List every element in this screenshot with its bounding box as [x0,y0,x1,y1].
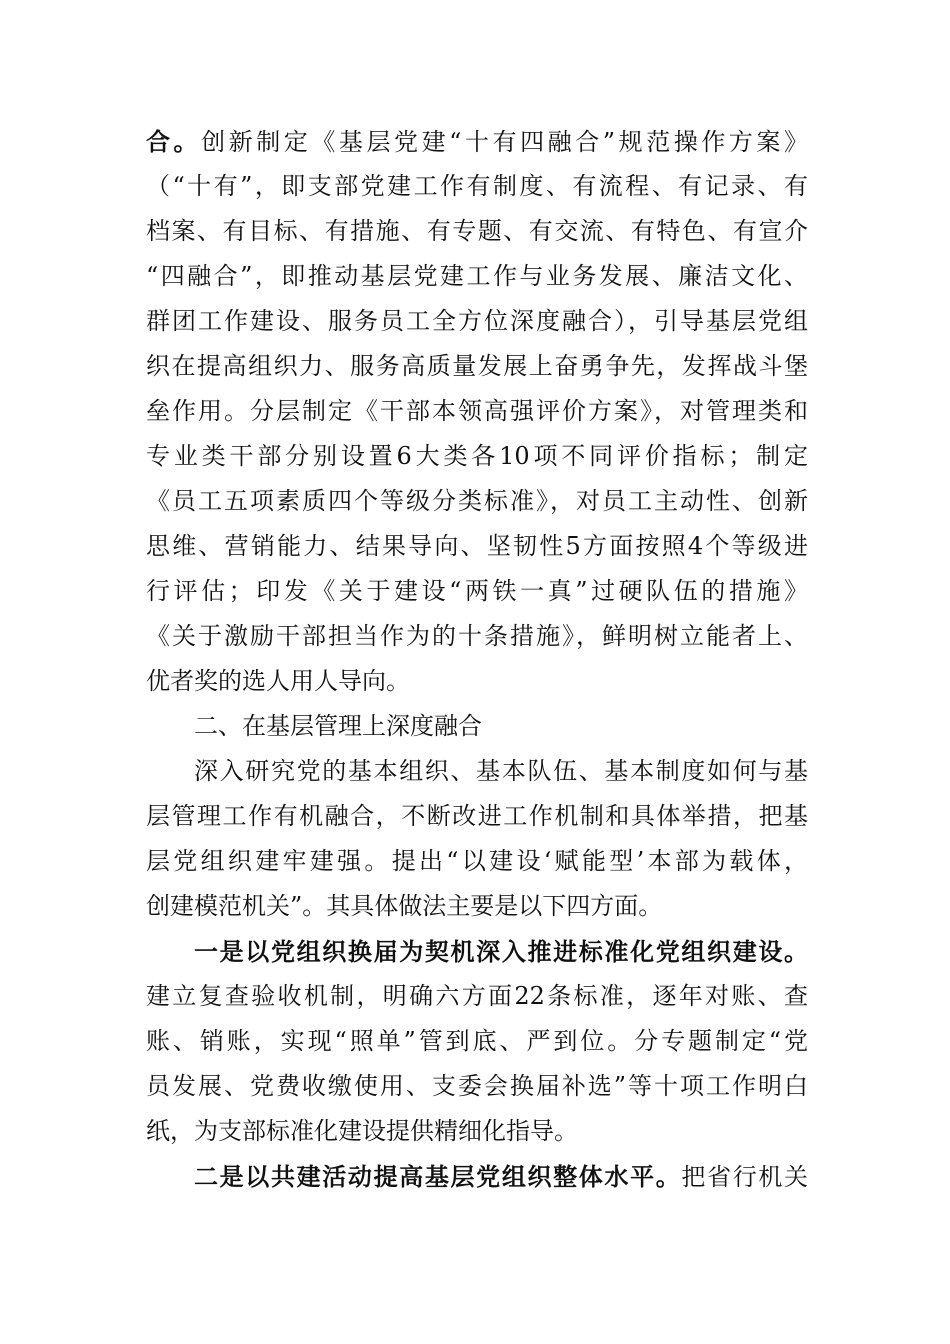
body-line: 《员工五项素质四个等级分类标准》，对员工主动性、创新 [146,487,808,515]
body-line [146,119,808,164]
line-text: 创新制定《基层党建“十有四融合”规范操作方案》 [201,128,808,156]
body-line: 思维、营销能力、结果导向、坚韧性5方面按照4个等级进 [146,532,808,560]
bold-lead: 二是以共建活动提高基层党组织整体水平。 [194,1162,682,1191]
body-line: 员发展、党费收缴使用、支委会换届补选”等十项工作明白 [146,1072,808,1100]
bold-lead: 合。 [146,127,202,156]
body-line: 层党组织建牢建强。提出“以建设‘赋能型’本部为载体， [146,847,808,875]
body-line: “四融合”，即推动基层党建工作与业务发展、廉洁文化、 [146,262,808,290]
body-line: 创建模范机关”。其具体做法主要是以下四方面。 [146,892,663,920]
body-line: 《关于激励干部担当作为的十条措施》，鲜明树立能者上、 [146,622,808,650]
body-line: 建立复查验收机制，明确六方面22条标准，逐年对账、查 [146,982,808,1010]
bold-subheading: 一是以党组织换届为契机深入推进标准化党组织建设。 [194,937,808,966]
body-line: 层管理工作有机融合，不断改进工作机制和具体举措，把基 [146,802,808,830]
body-line: 优者奖的选人用人导向。 [146,667,410,695]
body-line: 账、销账，实现“照单”管到底、严到位。分专题制定“党 [146,1027,808,1055]
body-line: 织在提高组织力、服务高质量发展上奋勇争先，发挥战斗堡 [146,352,808,380]
line-text: 把省行机关 [681,1163,808,1191]
body-line: 深入研究党的基本组织、基本队伍、基本制度如何与基 [194,757,808,785]
document-body [146,119,808,1199]
body-line: 专业类干部分别设置6大类各10项不同评价指标；制定 [146,442,808,470]
body-line: 行评估；印发《关于建设“两铁一真”过硬队伍的措施》 [146,577,808,605]
body-line: 纸，为支部标准化建设提供精细化指导。 [146,1117,578,1145]
body-line: （“十有”，即支部党建工作有制度、有流程、有记录、有 [146,172,808,200]
body-line: 群团工作建设、服务员工全方位深度融合），引导基层党组 [146,307,808,335]
body-line [146,1154,808,1199]
body-line: 垒作用。分层制定《干部本领高强评价方案》，对管理类和 [146,397,808,425]
body-line: 档案、有目标、有措施、有专题、有交流、有特色、有宣介 [146,217,808,245]
section-heading: 二、在基层管理上深度融合 [194,712,482,740]
